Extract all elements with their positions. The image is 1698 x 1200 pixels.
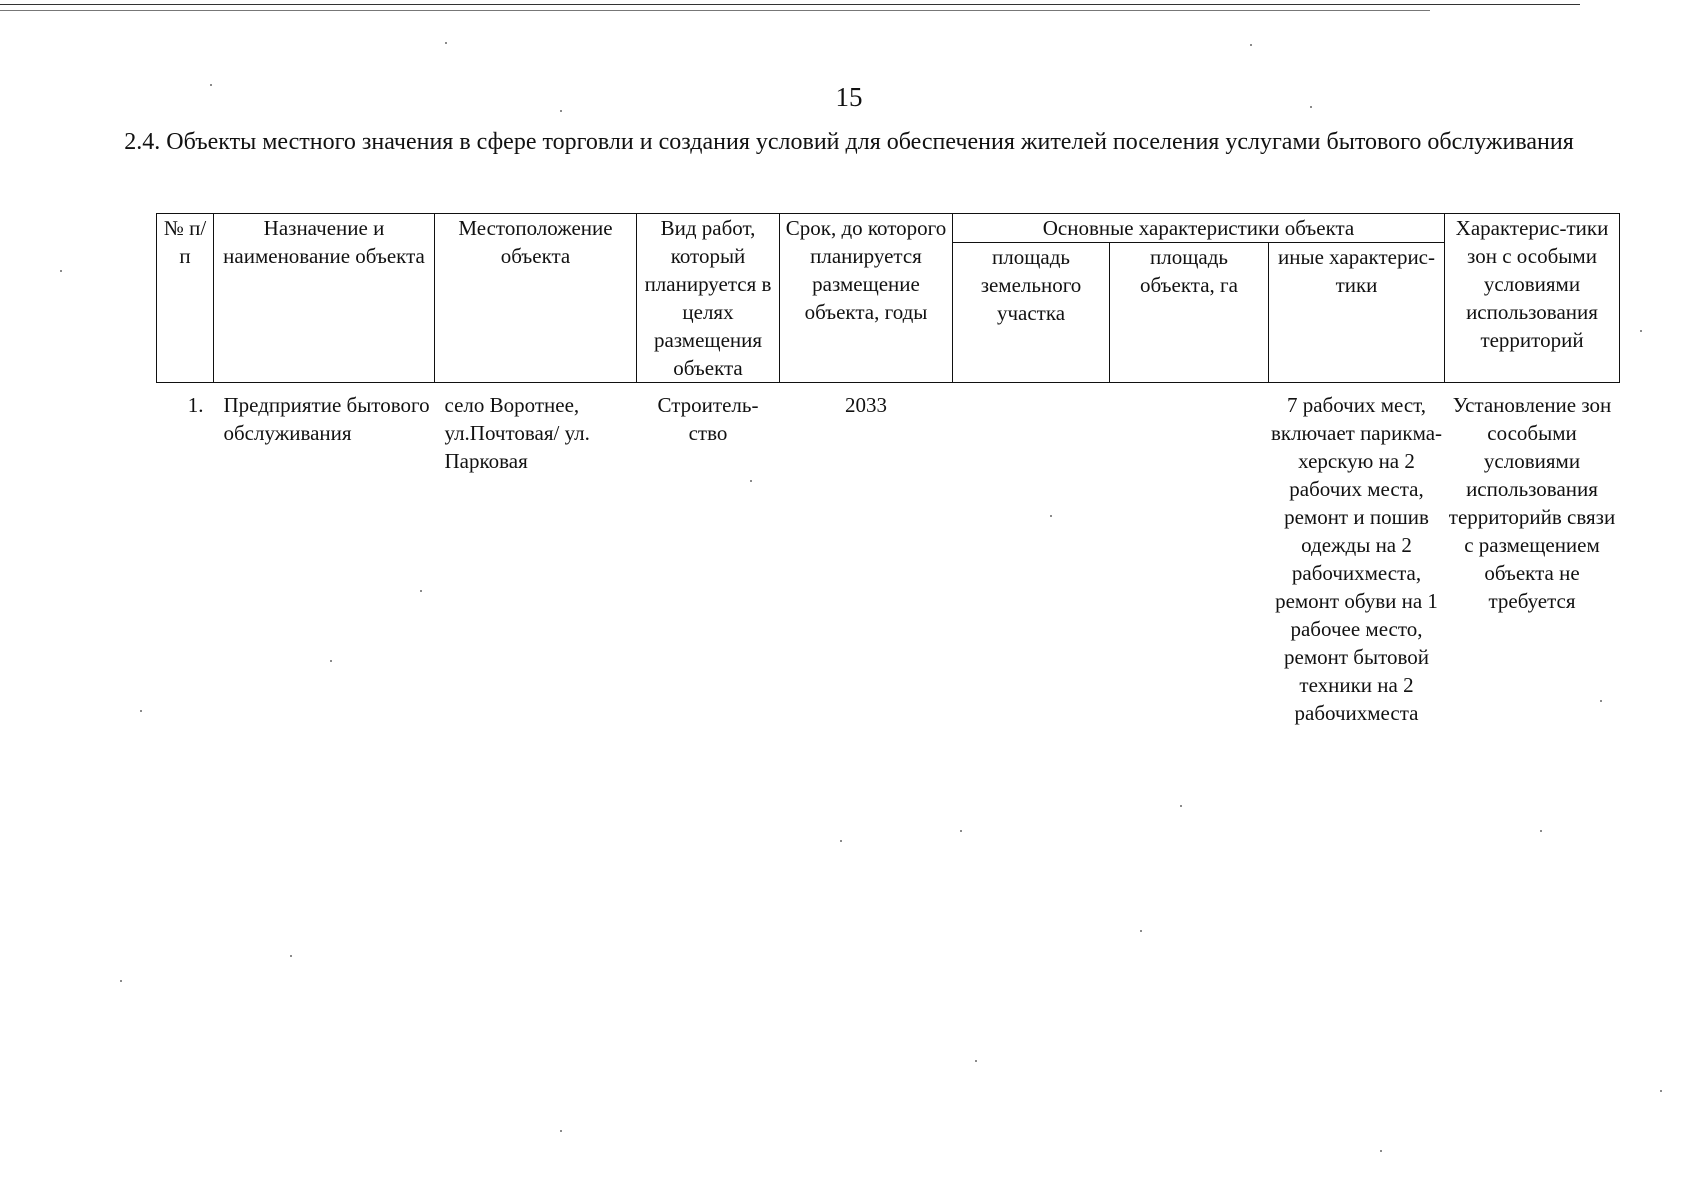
- scan-speck: [330, 660, 332, 662]
- header-land-area: площадь земельного участка: [953, 243, 1110, 383]
- scan-speck: [290, 955, 292, 957]
- header-name: Назначение и наименование объекта: [214, 214, 435, 383]
- cell-num: 1.: [187, 393, 204, 417]
- scan-speck: [750, 480, 752, 482]
- scan-speck: [1250, 44, 1252, 46]
- scan-speck: [1180, 805, 1182, 807]
- scan-speck: [140, 710, 142, 712]
- scan-speck: [120, 980, 122, 982]
- header-num: № п/п: [157, 214, 214, 383]
- scan-speck: [1640, 330, 1642, 332]
- objects-table: [156, 213, 1620, 727]
- scan-speck: [1050, 515, 1052, 517]
- scan-speck: [1660, 1090, 1662, 1092]
- cell-object-area: [1110, 383, 1269, 728]
- header-other: иные характерис-тики: [1269, 243, 1445, 383]
- scan-speck: [975, 1060, 977, 1062]
- top-rule-secondary: [0, 10, 1430, 11]
- header-object-area: площадь объекта, га: [1110, 243, 1269, 383]
- section-title: 2.4. Объекты местного значения в сфере торговли и создания условий для обеспечения жителей поселения услугами бытового обслуживания: [124, 129, 1574, 155]
- header-location: Местоположение объекта: [435, 214, 637, 383]
- scan-speck: [1380, 1150, 1382, 1152]
- scan-speck: [60, 270, 62, 272]
- cell-location: село Воротнее, ул.Почтовая/ ул. Парковая: [444, 393, 590, 473]
- cell-deadline: 2033: [845, 393, 887, 417]
- cell-name: Предприятие бытового обслуживания: [223, 393, 430, 445]
- cell-work-type: Строитель-ство: [657, 393, 759, 445]
- scan-speck: [1310, 106, 1312, 108]
- cell-land-area: [953, 383, 1110, 728]
- scan-speck: [1540, 830, 1542, 832]
- header-work-type: Вид работ, который планируется в целях размещения объекта: [637, 214, 780, 383]
- scan-speck: [1140, 930, 1142, 932]
- header-deadline: Срок, до которого планируется размещение объекта, годы: [780, 214, 953, 383]
- scan-speck: [445, 42, 447, 44]
- scan-speck: [840, 840, 842, 842]
- cell-other: 7 рабочих мест, включает парикма-херскую на 2 рабочих места, ремонт и пошив одежды на 2 рабочихместа, ремонт обуви на 1 рабочее место, ремонт бытовой техники на 2 рабочихместа: [1270, 393, 1443, 725]
- scan-speck: [960, 830, 962, 832]
- scan-speck: [560, 110, 562, 112]
- scan-speck: [420, 590, 422, 592]
- scan-speck: [1600, 700, 1602, 702]
- top-rule: [0, 4, 1580, 5]
- scan-speck: [560, 1130, 562, 1132]
- scan-speck: [210, 84, 212, 86]
- header-zones: Характерис-тики зон с особыми условиями использования территорий: [1445, 214, 1620, 383]
- header-main-characteristics: Основные характеристики объекта: [953, 214, 1445, 243]
- page-number: 15: [835, 82, 863, 112]
- cell-zones: Установление зон сособыми условиями использования территорийв связи с размещением объекта не требуется: [1448, 393, 1616, 613]
- table-row: [157, 383, 1620, 728]
